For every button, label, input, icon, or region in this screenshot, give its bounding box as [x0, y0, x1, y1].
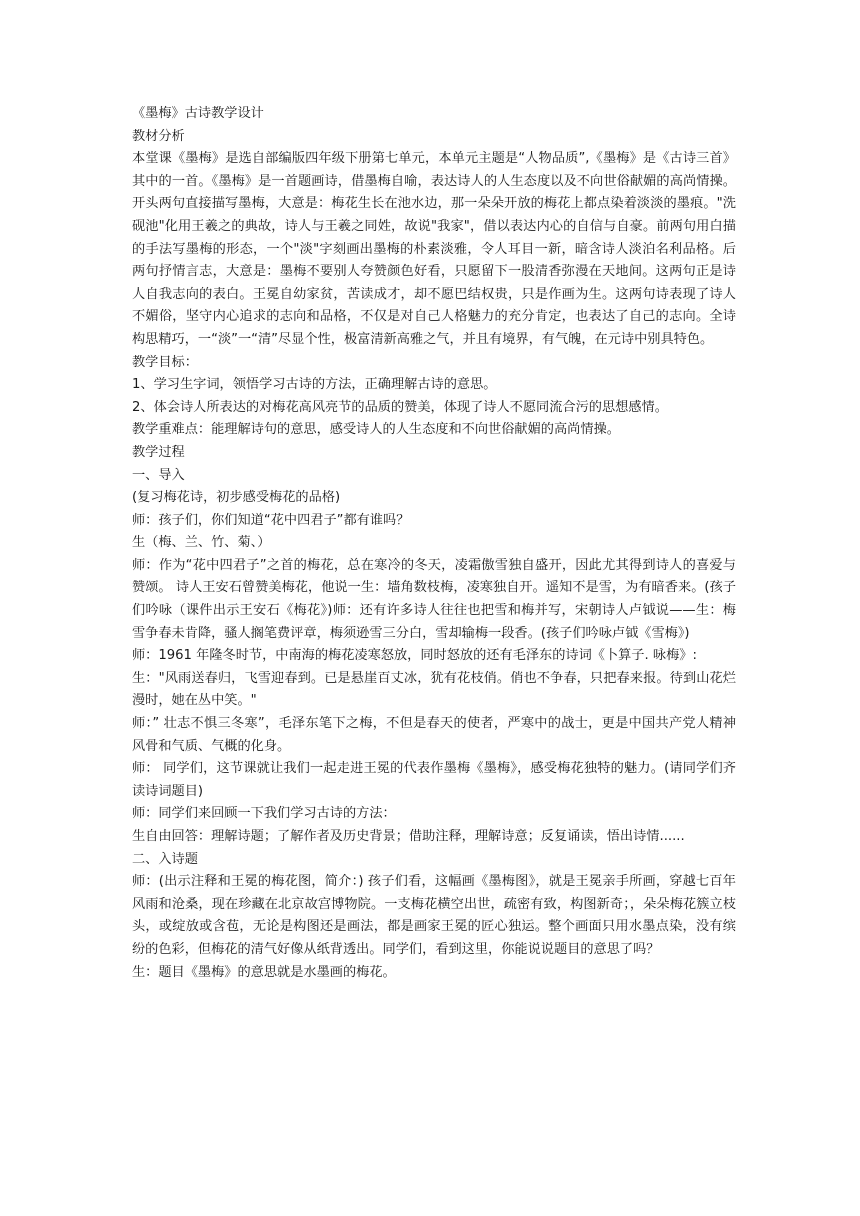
dialogue-line: 生自由回答：理解诗题；了解作者及历史背景；借助注释，理解诗意；反复诵读，悟出诗情...... [132, 829, 685, 844]
document-title: 《墨梅》古诗教学设计 [132, 106, 264, 121]
key-points: 教学重难点：能理解诗句的意思，感受诗人的人生态度和不向世俗献媚的高尚情操。 [132, 422, 620, 438]
dialogue-line: 师：同学们来回顾一下我们学习古诗的方法： [132, 806, 396, 822]
goal-item: 2、体会诗人所表达的对梅花高风亮节的品质的赞美，体现了诗人不愿同流合污的思想感情。 [132, 399, 668, 415]
material-paragraph: 本堂课《墨梅》是选自部编版四年级下册第七单元，本单元主题是“人物品质”,《墨梅》是《古诗三首》其中的一首。《墨梅》是一首题画诗，借墨梅自喻，表达诗人的人生态度以及不向世俗献媚的高尚情操。开头两句直接描写墨梅，大意是：梅花生长在池水边，那一朵朵开放的梅花上都点染着淡淡的墨痕。"洗砚池"化用王羲之的典故，诗人与王羲之同姓，故说"我家"，借以表达内心的自信与自豪。前两句用白描的手法写墨梅的形态，一个"淡"字刻画出墨梅的朴素淡雅，令人耳目一新，暗含诗人淡泊名利品格。后两句抒情言志，大意是：墨梅不要别人夸赞颜色好看，只愿留下一股清香弥漫在天地间。这两句正是诗人自我志向的表白。王冕自幼家贫，苦读成才，却不愿巴结权贵，只是作画为生。这两句诗表现了诗人不媚俗，坚守内心追求的志向和品格，不仅是对自己人格魅力的充分肯定，也表达了自己的志向。全诗构思精巧，一“淡”一“清”尽显个性，极富清新高雅之气，并且有境界，有气魄，在元诗中别具特色。 [132, 151, 736, 347]
dialogue-line: 师：(出示注释和王冕的梅花图，简介：) 孩子们看，这幅画《墨梅图》，就是王冕亲手所画，穿越七百年风雨和沧桑，现在珍藏在北京故宫博物院。一支梅花横空出世，疏密有致，构图新奇；，朵朵梅花簇立枝头，或绽放或含苞，无论是构图还是画法，都是画家王冕的匠心独运。整个画面只用水墨点染，没有缤纷的色彩，但梅花的清气好像从纸背透出。同学们，看到这里，你能说说题目的意思了吗？ [132, 874, 736, 957]
dialogue-line: 生：题目《墨梅》的意思就是水墨画的梅花。 [132, 964, 396, 980]
dialogue-line: 生："风雨送春归，飞雪迎春到。已是悬崖百丈冰，犹有花枝俏。俏也不争春，只把春来报。待到山花烂漫时，她在丛中笑。" [132, 670, 736, 709]
dialogue-line: 师：作为“花中四君子”之首的梅花，总在寒冷的冬天，凌霜傲雪独自盛开，因此尤其得到诗人的喜爱与赞颂。 诗人王安石曾赞美梅花，他说一生：墙角数枝梅，凌寒独自开。遥知不是雪，为有暗香来。(孩子们吟咏（课件出示王安石《梅花》)师：还有许多诗人往往也把雪和梅并写，宋朝诗人卢钺说——生：梅雪争春未肯降，骚人搁笔费评章，梅须逊雪三分白，雪却输梅一段香。(孩子们吟咏卢钺《雪梅》) [132, 557, 736, 641]
section-heading-material: 教材分析 [132, 128, 185, 144]
step-note: (复习梅花诗，初步感受梅花的品格) [132, 490, 341, 506]
section-heading-goals: 教学目标： [132, 354, 198, 370]
dialogue-line: 师：孩子们，你们知道“花中四君子”都有谁吗？ [132, 512, 410, 528]
section-heading-process: 教学过程 [132, 444, 185, 460]
dialogue-line: 师：1961 年隆冬时节，中南海的梅花凌寒怒放，同时怒放的还有毛泽东的诗词《卜算子. 咏梅》: [132, 648, 697, 664]
dialogue-line: 师：” 壮志不惧三冬寒”，毛泽东笔下之梅，不但是春天的使者，严寒中的战士，更是中国共产党人精神风骨和气质、气概的化身。 [132, 716, 736, 754]
goal-item: 1、学习生字词，领悟学习古诗的方法，正确理解古诗的意思。 [132, 377, 497, 393]
document-body [132, 103, 736, 984]
dialogue-line: 师： 同学们，这节课就让我们一起走进王冕的代表作墨梅《墨梅》，感受梅花独特的魅力。(请同学们齐读诗词题目) [132, 761, 736, 799]
dialogue-line: 生（梅、兰、竹、菊、） [132, 535, 271, 551]
step-heading: 一、导入 [132, 467, 185, 483]
step-heading: 二、入诗题 [132, 851, 198, 867]
